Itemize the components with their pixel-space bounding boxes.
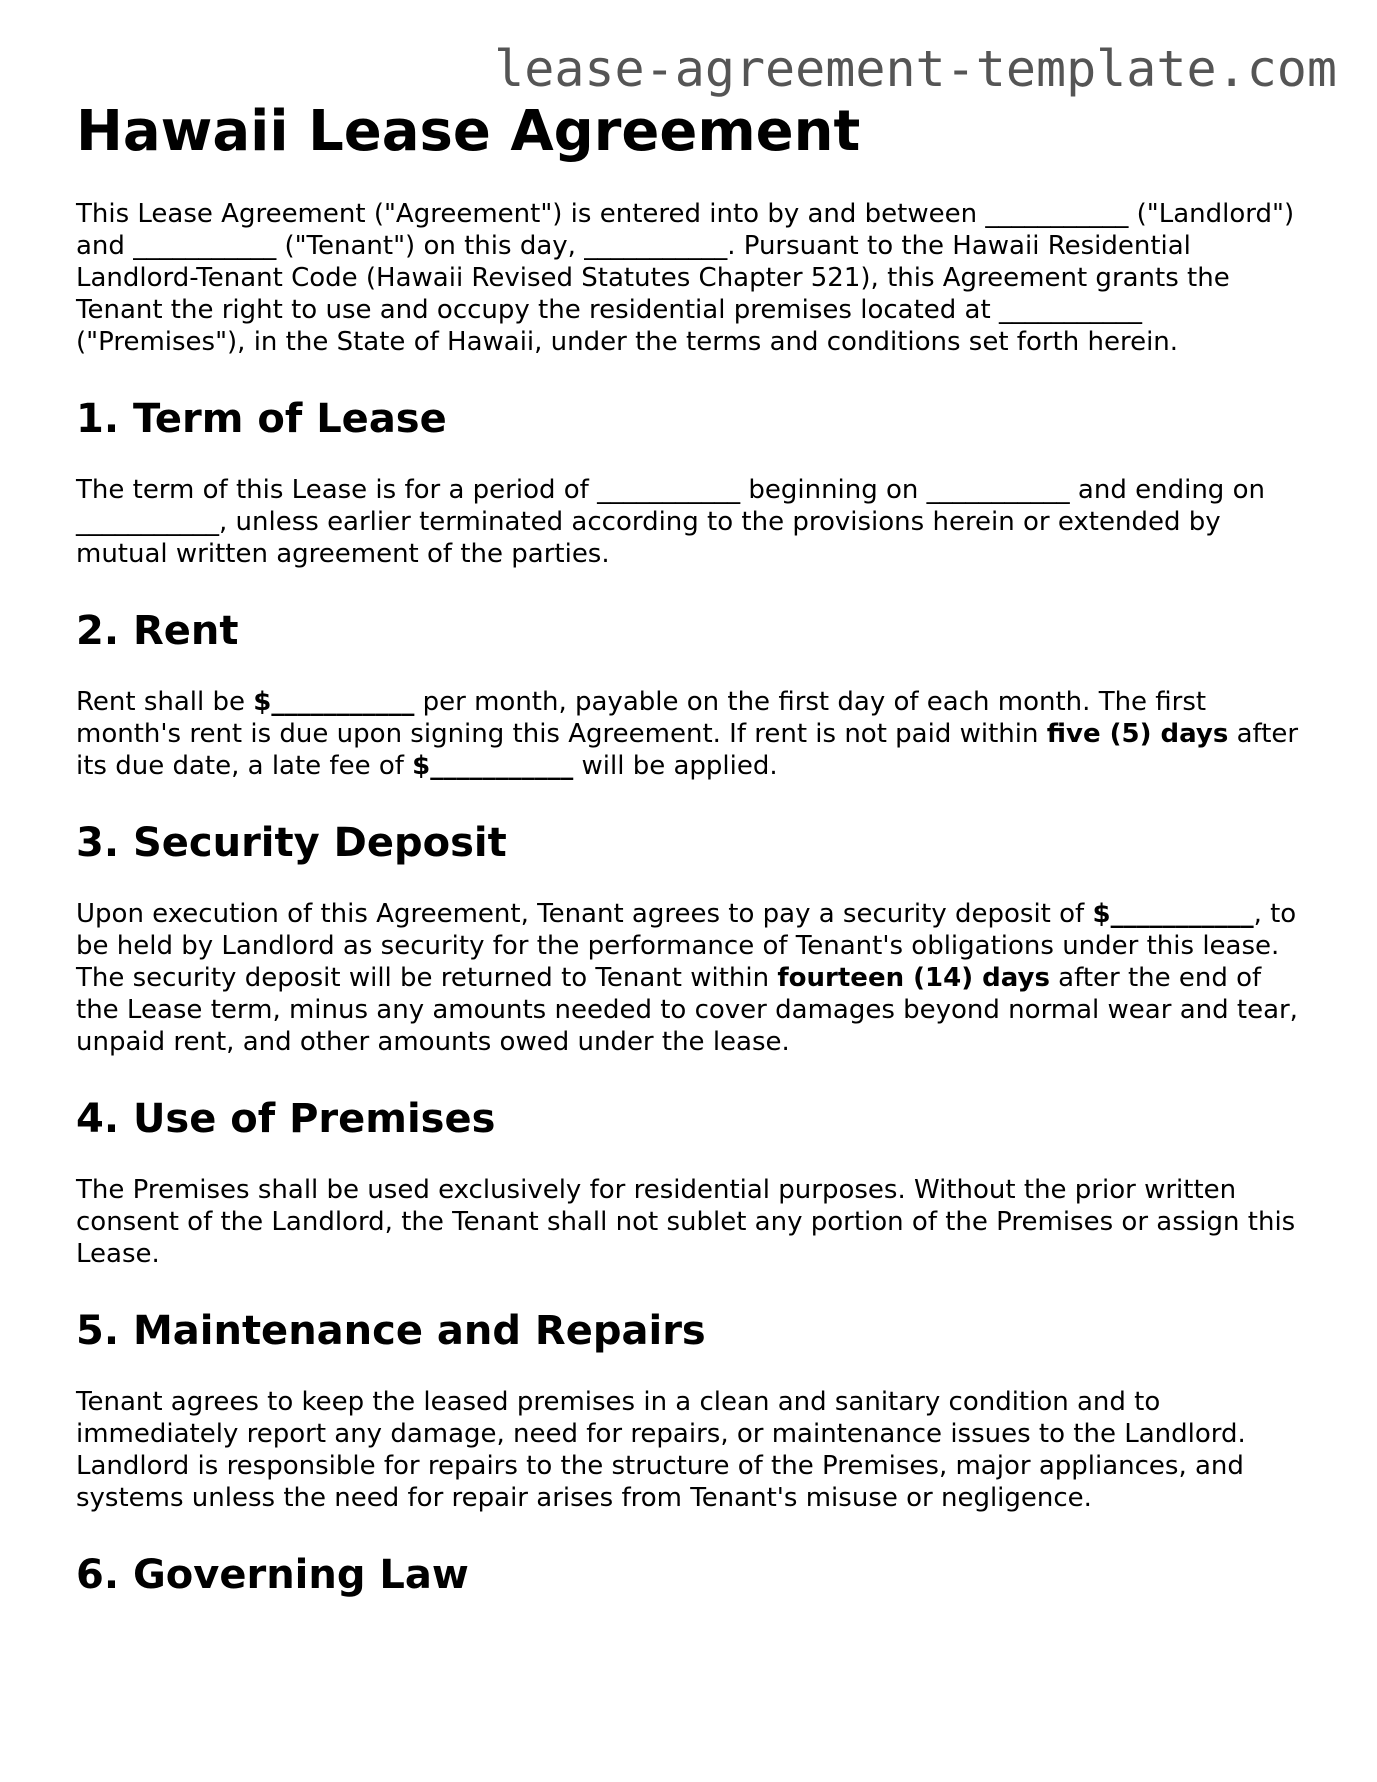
section-heading-deposit: 3. Security Deposit — [76, 820, 507, 866]
premises-blank: ___________ — [998, 295, 1142, 325]
section-heading-maintenance: 5. Maintenance and Repairs — [76, 1308, 706, 1354]
section-heading-term: 1. Term of Lease — [76, 396, 447, 442]
period-blank: ___________ — [597, 475, 741, 505]
end-date-blank: ___________ — [76, 507, 219, 537]
start-date-blank: ___________ — [926, 475, 1070, 505]
deposit-paragraph: Upon execution of this Agreement, Tenant agrees to pay a security deposit of $___________, to be held by Landlord as security for the performance of Tenant's obligations under this lease. The security deposit will be returned to Tenant within fourteen (14) days after the end of the Lease term, minus any amounts needed to cover damages beyond normal wear and tear, unpaid rent, and other amounts owed under the lease. — [76, 899, 1298, 1057]
maintenance-paragraph: Tenant agrees to keep the leased premises in a clean and sanitary condition and to immediately report any damage, need for repairs, or maintenance issues to the Landlord. Landlord is responsible for repairs to the structure of the Premises, major appliances, and systems unless the need for repair arises from Tenant's misuse or negligence. — [76, 1387, 1246, 1513]
use-paragraph: The Premises shall be used exclusively for residential purposes. Without the prior written consent of the Landlord, the Tenant shall not sublet any portion of the Premises or assign this Lease. — [76, 1175, 1296, 1269]
grace-period-text: five (5) days — [1046, 719, 1229, 749]
tenant-blank: ___________ — [133, 231, 277, 261]
section-heading-law: 6. Governing Law — [76, 1552, 469, 1598]
page-title: Hawaii Lease Agreement — [76, 99, 861, 164]
late-fee-blank: $___________ — [412, 751, 574, 781]
return-period-text: fourteen (14) days — [777, 963, 1050, 993]
intro-paragraph: This Lease Agreement ("Agreement") is entered into by and between ___________ ("Landlord") and ___________ ("Tenant") on this day, ___________. Pursuant to the Hawaii Residential Landlord-Tenant Code (Hawaii Revised Statutes Chapter 521), this Agreement grants the Tenant the right to use and occupy the residential premises located at ___________ ("Premises"), in the State of Hawaii, under the terms and conditions set forth herein. — [76, 199, 1295, 357]
document-page — [76, 94, 1306, 1630]
landlord-blank: ___________ — [985, 199, 1129, 229]
section-heading-use: 4. Use of Premises — [76, 1096, 496, 1142]
deposit-amount-blank: $___________ — [1092, 899, 1254, 929]
watermark-text: lease-agreement-template.com — [494, 40, 1337, 98]
rent-paragraph: Rent shall be $___________ per month, payable on the first day of each month. The first month's rent is due upon signing this Agreement. If rent is not paid within five (5) days after its due date, a late fee of $___________ will be applied. — [76, 687, 1299, 781]
rent-amount-blank: $___________ — [253, 687, 415, 717]
term-paragraph: The term of this Lease is for a period of ___________ beginning on ___________ and ending on ___________, unless earlier terminated according to the provisions herein or extended by mutual written agreement of the parties. — [76, 475, 1265, 569]
section-heading-rent: 2. Rent — [76, 608, 239, 654]
date-blank: ___________ — [584, 231, 728, 261]
